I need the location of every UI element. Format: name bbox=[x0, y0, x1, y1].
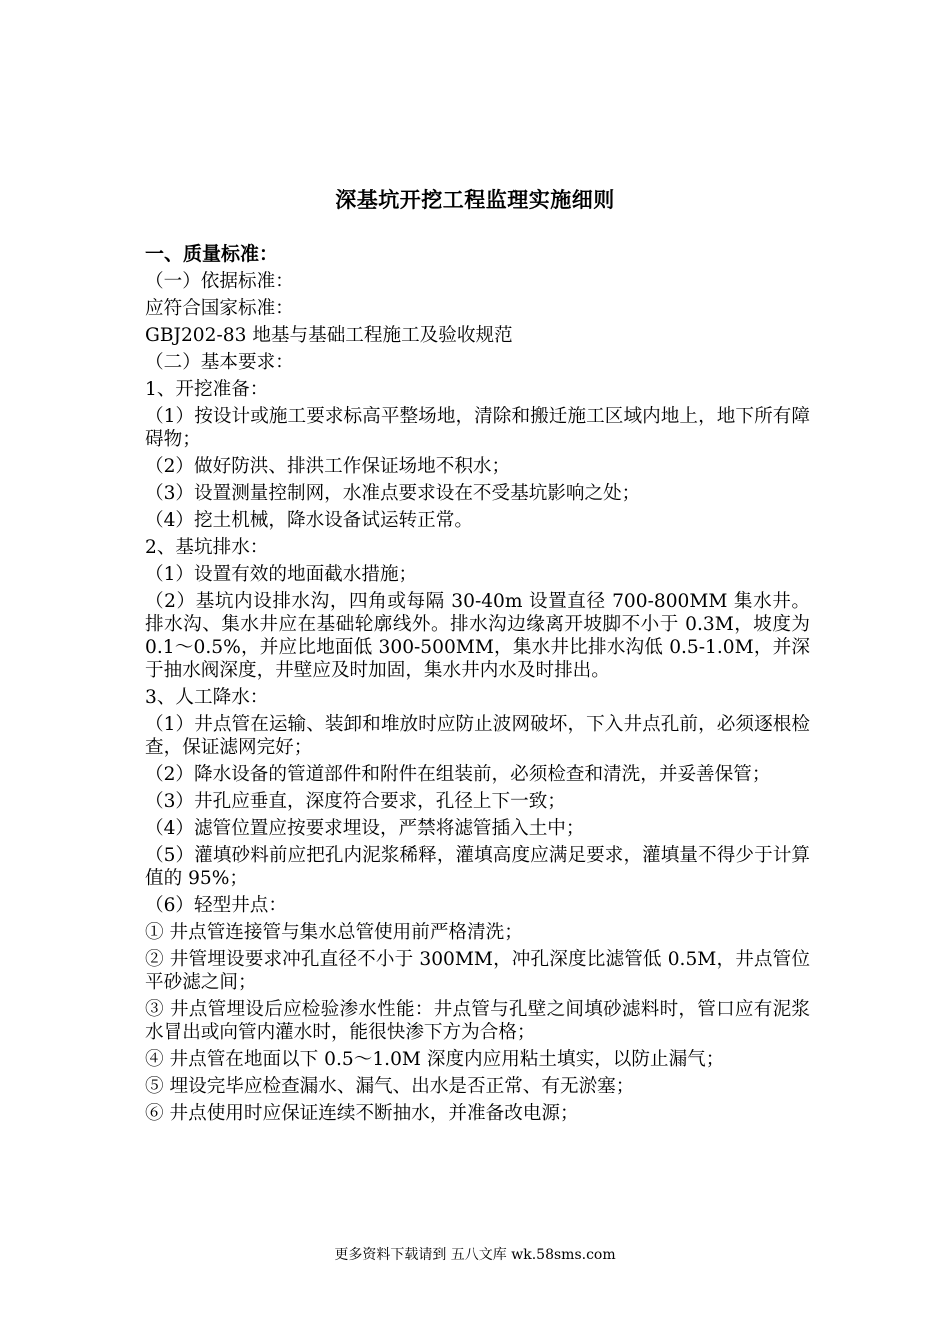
paragraph: GBJ202-83 地基与基础工程施工及验收规范 bbox=[145, 325, 513, 346]
paragraph: （4）挖土机械，降水设备试运转正常。 bbox=[145, 510, 473, 531]
paragraph: （二）基本要求： bbox=[145, 352, 294, 373]
page-footer: 更多资料下载请到 五八文库 wk.58sms.com bbox=[334, 1247, 616, 1263]
document-title: 深基坑开挖工程监理实施细则 bbox=[335, 187, 615, 212]
paragraph: （一）依据标准： bbox=[145, 271, 294, 292]
paragraph: （2）基坑内设排水沟，四角或每隔 30-40m 设置直径 700-800MM 集水井。排水沟、集水井应在基础轮廓线外。排水沟边缘离开坡脚不小于 0.3M，坡度为 0.1～0.5%，并应比地面低 300-500MM，集水井比排水沟低 0.5-1.0M，并深于抽水阀深度，井壁应及时加固，集水井内水及时排出。 bbox=[145, 591, 810, 681]
paragraph: ③ 井点管埋设后应检验渗水性能：井点管与孔壁之间填砂滤料时，管口应有泥浆水冒出或向管内灌水时，能很快渗下方为合格； bbox=[145, 999, 810, 1043]
paragraph: （6）轻型井点： bbox=[145, 895, 287, 916]
paragraph: ② 井管埋设要求冲孔直径不小于 300MM，冲孔深度比滤管低 0.5M，井点管位平砂滤之间； bbox=[145, 949, 810, 993]
paragraph: 1、开挖准备： bbox=[145, 379, 269, 400]
paragraph: （2）降水设备的管道部件和附件在组装前，必须检查和清洗，并妥善保管； bbox=[145, 764, 771, 785]
paragraph: 3、人工降水： bbox=[145, 687, 269, 708]
paragraph: （3）设置测量控制网，水准点要求设在不受基坑影响之处； bbox=[145, 483, 641, 504]
paragraph: （1）井点管在运输、装卸和堆放时应防止波网破坏，下入井点孔前，必须逐根检查，保证滤网完好； bbox=[145, 714, 810, 758]
paragraph: （4）滤管位置应按要求埋设，严禁将滤管插入土中； bbox=[145, 818, 585, 839]
paragraph: ⑥ 井点使用时应保证连续不断抽水，并准备改电源； bbox=[145, 1103, 579, 1124]
paragraph: 应符合国家标准： bbox=[145, 298, 294, 319]
paragraph: （1）设置有效的地面截水措施； bbox=[145, 564, 418, 585]
section-heading: 一、质量标准： bbox=[145, 243, 279, 265]
paragraph: （2）做好防洪、排洪工作保证场地不积水； bbox=[145, 456, 511, 477]
paragraph: （3）井孔应垂直，深度符合要求，孔径上下一致； bbox=[145, 791, 566, 812]
paragraph: （5）灌填砂料前应把孔内泥浆稀释，灌填高度应满足要求，灌填量不得少于计算值的 95%； bbox=[145, 845, 810, 889]
paragraph: 2、基坑排水： bbox=[145, 537, 269, 558]
document-body bbox=[145, 243, 810, 1129]
paragraph: ⑤ 埋设完毕应检查漏水、漏气、出水是否正常、有无淤塞； bbox=[145, 1076, 635, 1097]
paragraph: ① 井点管连接管与集水总管使用前严格清洗； bbox=[145, 922, 523, 943]
paragraph: ④ 井点管在地面以下 0.5～1.0M 深度内应用粘土填实，以防止漏气； bbox=[145, 1049, 725, 1070]
paragraph: （1）按设计或施工要求标高平整场地，清除和搬迁施工区域内地上，地下所有障碍物； bbox=[145, 406, 810, 450]
